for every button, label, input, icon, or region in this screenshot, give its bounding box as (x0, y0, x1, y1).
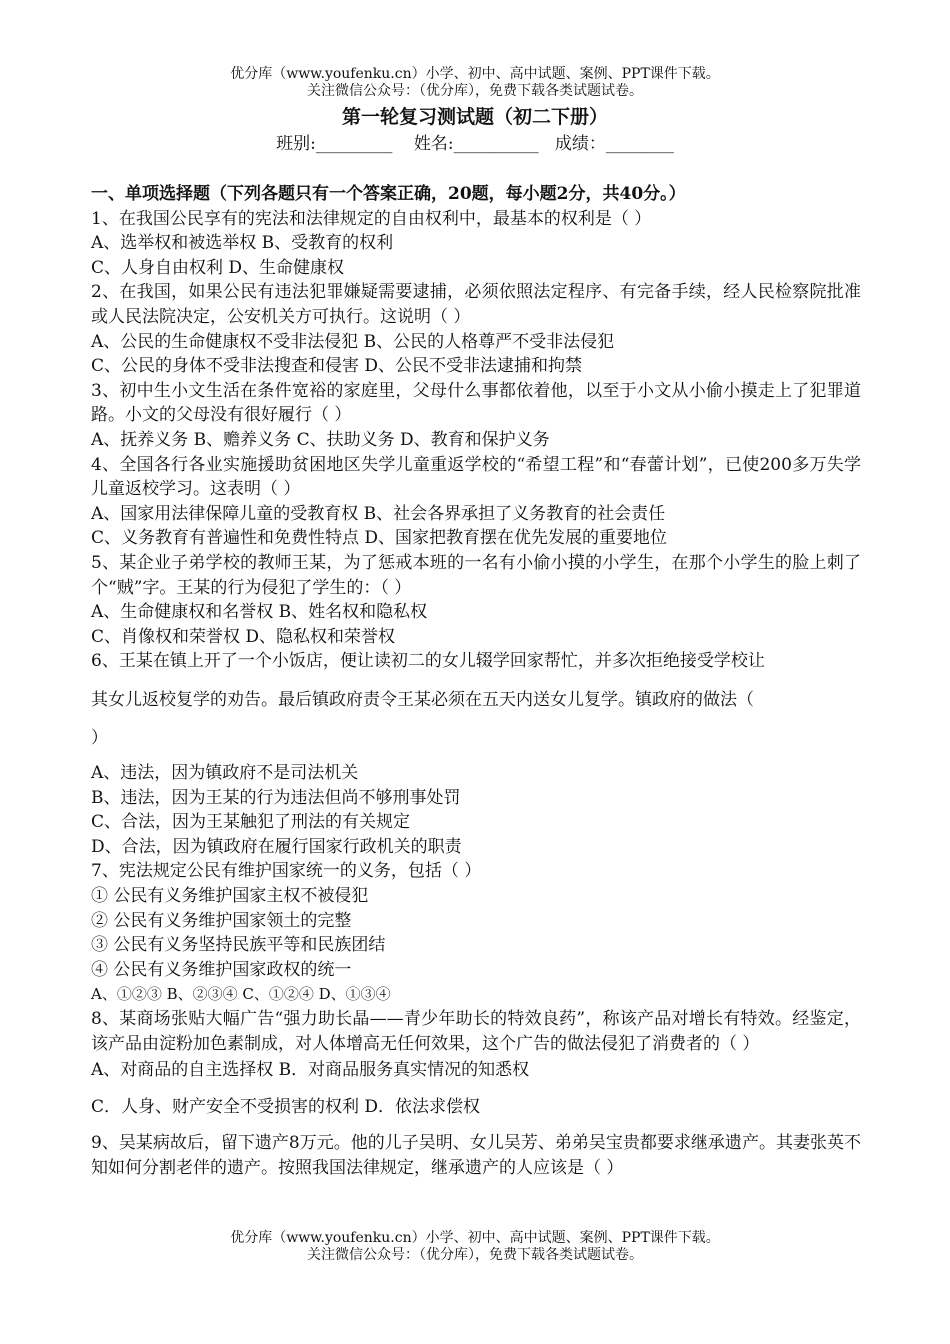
option-line: A、选举权和被选举权 B、受教育的权利 (91, 233, 394, 254)
question-4 (91, 453, 861, 551)
list-item: ④ 公民有义务维护国家政权的统一 (91, 959, 352, 980)
option-line: D、合法，因为镇政府在履行国家行政机关的职责 (91, 836, 462, 857)
question-stem-line: 其女儿返校复学的劝告。最后镇政府责令王某必须在五天内送女儿复学。镇政府的做法（ (91, 689, 754, 710)
question-stem: 5、某企业子弟学校的教师王某，为了惩戒本班的一名有小偷小摸的小学生，在那个小学生的脸上刺了个“贼”字。王某的行为侵犯了学生的：（ ） (91, 552, 861, 598)
question-stem-line: ） (91, 728, 108, 749)
option-line: C、合法，因为王某触犯了刑法的有关规定 (91, 812, 411, 833)
option-line: A、公民的生命健康权不受非法侵犯 B、公民的人格尊严不受非法侵犯 (91, 331, 615, 352)
option-line: A、抚养义务 B、赡养义务 C、扶助义务 D、教育和保护义务 (91, 429, 550, 450)
question-6 (91, 649, 861, 859)
footer-line-1: 优分库（www.youfenku.cn）小学、初中、高中试题、案例、PPT课件下载。 (230, 1230, 720, 1246)
page-footer (0, 1230, 950, 1264)
option-line: C、公民的身体不受非法搜查和侵害 D、公民不受非法逮捕和拘禁 (91, 356, 583, 377)
option-line: C、人身自由权利 D、生命健康权 (91, 257, 345, 278)
question-8 (91, 1007, 861, 1119)
exam-content (91, 182, 861, 1181)
question-stem: 9、吴某病故后，留下遗产8万元。他的儿子吴明、女儿吴芳、弟弟吴宝贵都要求继承遗产。其妻张英不知如何分割老伴的遗产。按照我国法律规定，继承遗产的人应该是（ ） (91, 1133, 861, 1178)
question-5 (91, 551, 861, 649)
list-item: ③ 公民有义务坚持民族平等和民族团结 (91, 935, 386, 956)
option-line: A、违法，因为镇政府不是司法机关 (91, 763, 359, 784)
question-stem-line: 6、王某在镇上开了一个小饭店，便让读初二的女儿辍学回家帮忙，并多次拒绝接受学校让 (91, 651, 765, 672)
option-line: A、国家用法律保障儿童的受教育权 B、社会各界承担了义务教育的社会责任 (91, 503, 666, 524)
question-stem: 1、在我国公民享有的宪法和法律规定的自由权利中，最基本的权利是（ ） (91, 208, 652, 229)
page-header (0, 66, 950, 100)
question-3 (91, 379, 861, 453)
section-title: 一、单项选择题（下列各题只有一个答案正确，20题，每小题2分，共40分。） (91, 184, 686, 204)
option-line: C、肖像权和荣誉权 D、隐私权和荣誉权 (91, 626, 396, 647)
question-stem: 8、某商场张贴大幅广告“强力助长晶——青少年助长的特效良药”，称该产品对增长有特效。经鉴定，该产品由淀粉加色素制成，对人体增高无任何效果，这个广告的做法侵犯了消费者的（ ） (91, 1009, 861, 1054)
header-line-2: 关注微信公众号：（优分库），免费下载各类试题试卷。 (307, 83, 643, 99)
option-line: A、对商品的自主选择权 B．对商品服务真实情况的知悉权 (91, 1060, 530, 1081)
question-stem: 4、全国各行各业实施援助贫困地区失学儿童重返学校的“希望工程”和“春蕾计划”，已使200多万失学儿童返校学习。这表明（ ） (91, 454, 861, 500)
question-1 (91, 207, 861, 281)
list-item: ① 公民有义务维护国家主权不被侵犯 (91, 886, 369, 907)
question-9 (91, 1131, 861, 1180)
question-7 (91, 859, 861, 1007)
footer-line-2: 关注微信公众号：（优分库），免费下载各类试题试卷。 (307, 1247, 643, 1263)
question-stem: 7、宪法规定公民有维护国家统一的义务，包括（ ） (91, 861, 482, 882)
page-title: 第一轮复习测试题（初二下册） (341, 106, 608, 128)
header-line-1: 优分库（www.youfenku.cn）小学、初中、高中试题、案例、PPT课件下载。 (230, 66, 720, 82)
option-line: C、义务教育有普遍性和免费性特点 D、国家把教育摆在优先发展的重要地位 (91, 528, 668, 549)
student-info-line: 班别:_________ 姓名:__________ 成绩：________ (276, 134, 674, 154)
option-line: A、①②③ B、②③④ C、①②④ D、①③④ (91, 985, 391, 1004)
list-item: ② 公民有义务维护国家领土的完整 (91, 910, 352, 931)
option-line: C．人身、财产安全不受损害的权利 D．依法求偿权 (91, 1096, 481, 1117)
question-2 (91, 280, 861, 378)
option-line: B、违法，因为王某的行为违法但尚不够刑事处罚 (91, 787, 461, 808)
question-stem: 2、在我国，如果公民有违法犯罪嫌疑需要逮捕，必须依照法定程序、有完备手续，经人民检察院批准或人民法院决定，公安机关方可执行。这说明（ ） (91, 282, 861, 327)
option-line: A、生命健康权和名誉权 B、姓名权和隐私权 (91, 602, 428, 623)
question-stem: 3、初中生小文生活在条件宽裕的家庭里，父母什么事都依着他，以至于小文从小偷小摸走上了犯罪道路。小文的父母没有很好履行（ ） (91, 380, 861, 426)
